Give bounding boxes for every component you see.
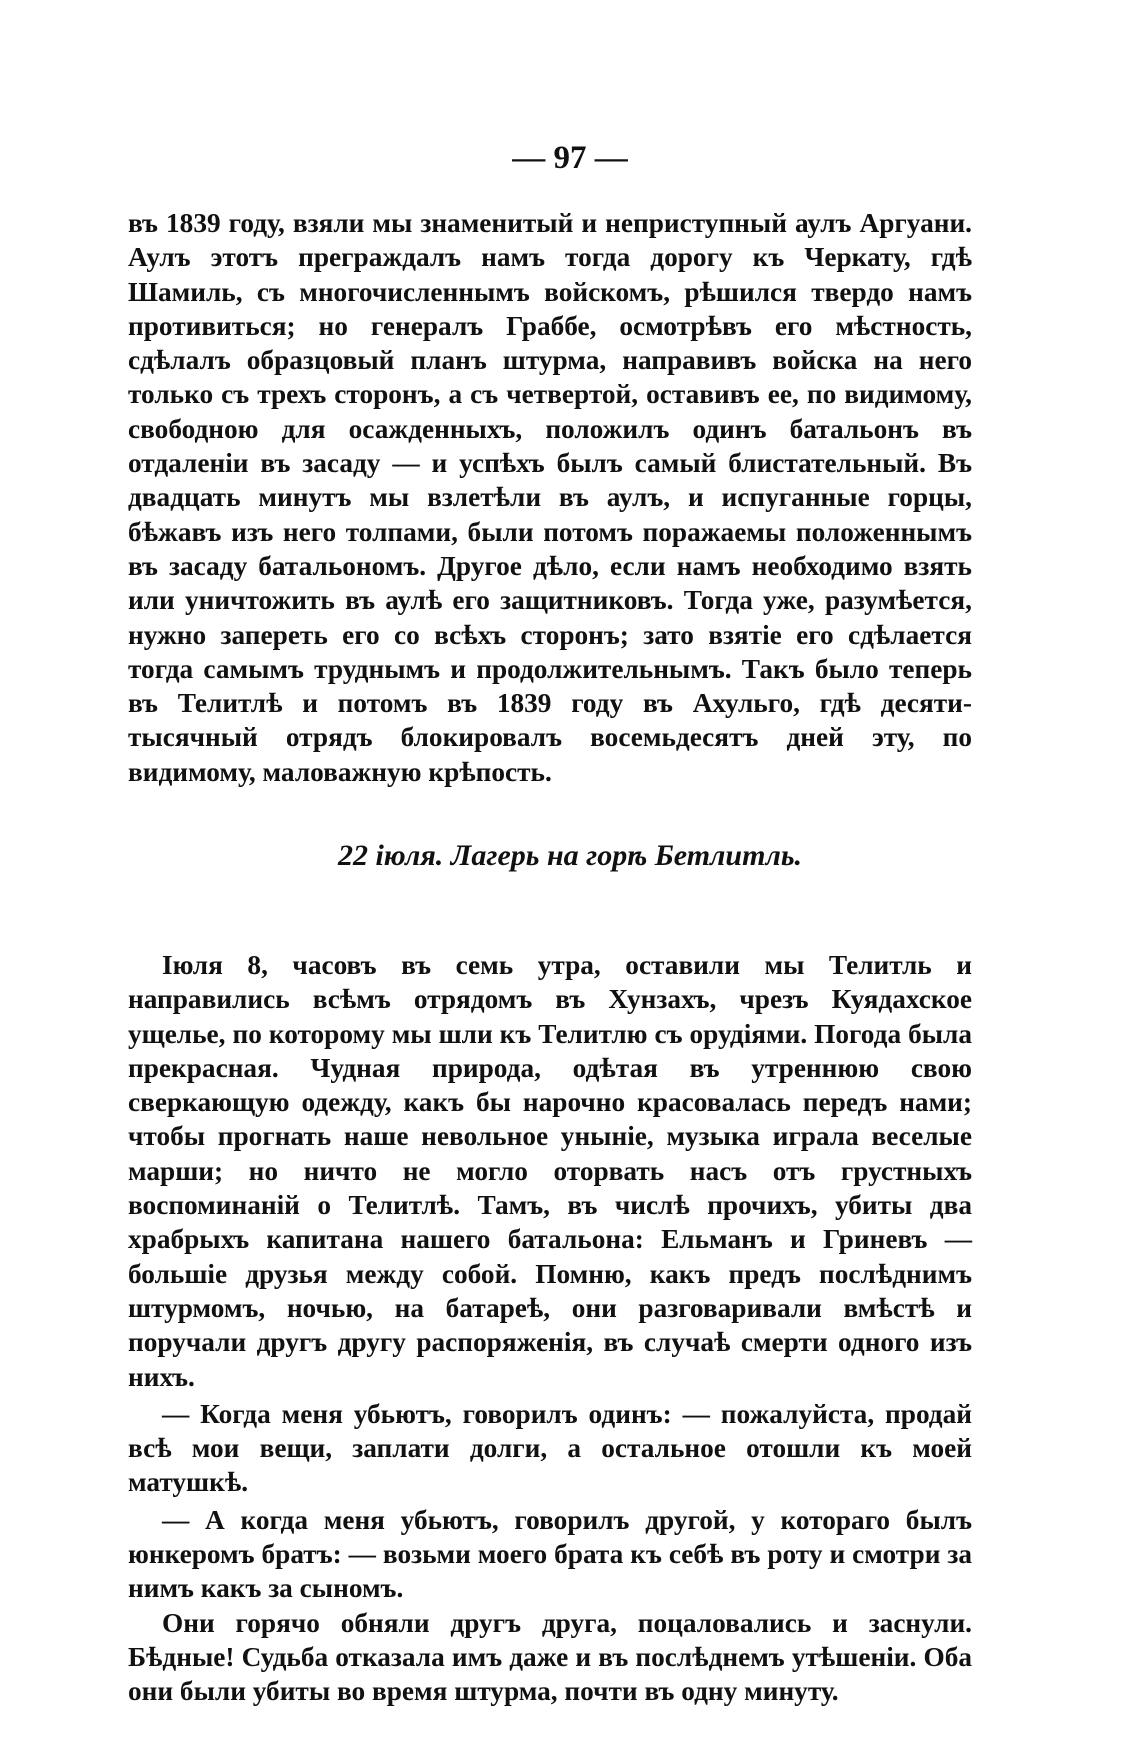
page-number: — 97 — [512,140,628,176]
bottom-text-block [128,948,972,1709]
dialogue-paragraph: — А когда меня убьютъ, говорилъ другой, у котораго былъ юнкеромъ братъ: — возьми моего брата къ себѣ въ роту и смотри за нимъ какъ за сыномъ. [128,1504,972,1604]
body-paragraph: Они горячо обняли другъ друга, поцаловались и заснули. Бѣдные! Судьба отказала имъ даже и въ послѣднемъ утѣшеніи. Оба они были убиты во время штурма, почти въ одну минуту. [128,1607,972,1707]
top-text-block [128,206,972,789]
body-paragraph: Іюля 8, часовъ въ семь утра, оставили мы Телитль и направились всѣмъ отрядомъ въ Хунзахъ, чрезъ Куядахское ущелье, по которому мы шли къ Телитлю съ орудіями. Погода была прекрасная. Чудная природа, одѣтая въ утреннюю свою сверкающую одежду, какъ бы нарочно красовалась передъ нами; чтобы прогнать наше невольное уныніе, музыка играла веселые марши; но ничто не могло оторвать насъ отъ грустныхъ воспоминаній о Телитлѣ. Тамъ, въ числѣ прочихъ, убиты два храбрыхъ капитана нашего батальона: Ельманъ и Гриневъ — большіе друзья между собой. Помню, какъ предъ послѣднимъ штурмомъ, ночью, на батареѣ, они разговаривали вмѣстѣ и поручали другъ другу распоряженія, въ случаѣ смерти одного изъ нихъ. [128,950,972,1392]
section-heading: 22 іюля. Лагерь на горѣ Бетлитль. [337,839,803,872]
dialogue-paragraph: — Когда меня убьютъ, говорилъ одинъ: — пожалуйста, продай всѣ мои вещи, заплати долги, а остальное отошли къ моей матушкѣ. [128,1398,972,1498]
top-paragraph: въ 1839 году, взяли мы знаменитый и неприступный аулъ Аргуани. Аулъ этотъ преграждалъ намъ тогда дорогу къ Черкату, гдѣ Шамиль, съ многочисленнымъ войскомъ, рѣшился твердо намъ противиться; но генералъ Граббе, осмотрѣвъ его мѣстность, сдѣлалъ образцовый планъ штурма, направивъ войска на него только съ трехъ сторонъ, а съ четвертой, оставивъ ее, по видимому, свободною для осажденныхъ, положилъ одинъ батальонъ въ отдаленіи въ засаду — и успѣхъ былъ самый блистательный. Въ двадцать минутъ мы взлетѣли въ аулъ, и испуганные горцы, бѣжавъ изъ него толпами, были потомъ поражаемы положеннымъ въ засаду батальономъ. Другое дѣло, если намъ необходимо взять или уничтожить въ аулѣ его защитниковъ. Тогда уже, разумѣется, нужно запереть его со всѣхъ сторонъ; зато взятіе его сдѣлается тогда самымъ труднымъ и продолжительнымъ. Такъ было теперь въ Телитлѣ и потомъ въ 1839 году въ Ахульго, гдѣ десяти-тысячный отрядъ блокировалъ восемьдесятъ дней эту, по видимому, маловажную крѣпость. [128,208,972,787]
